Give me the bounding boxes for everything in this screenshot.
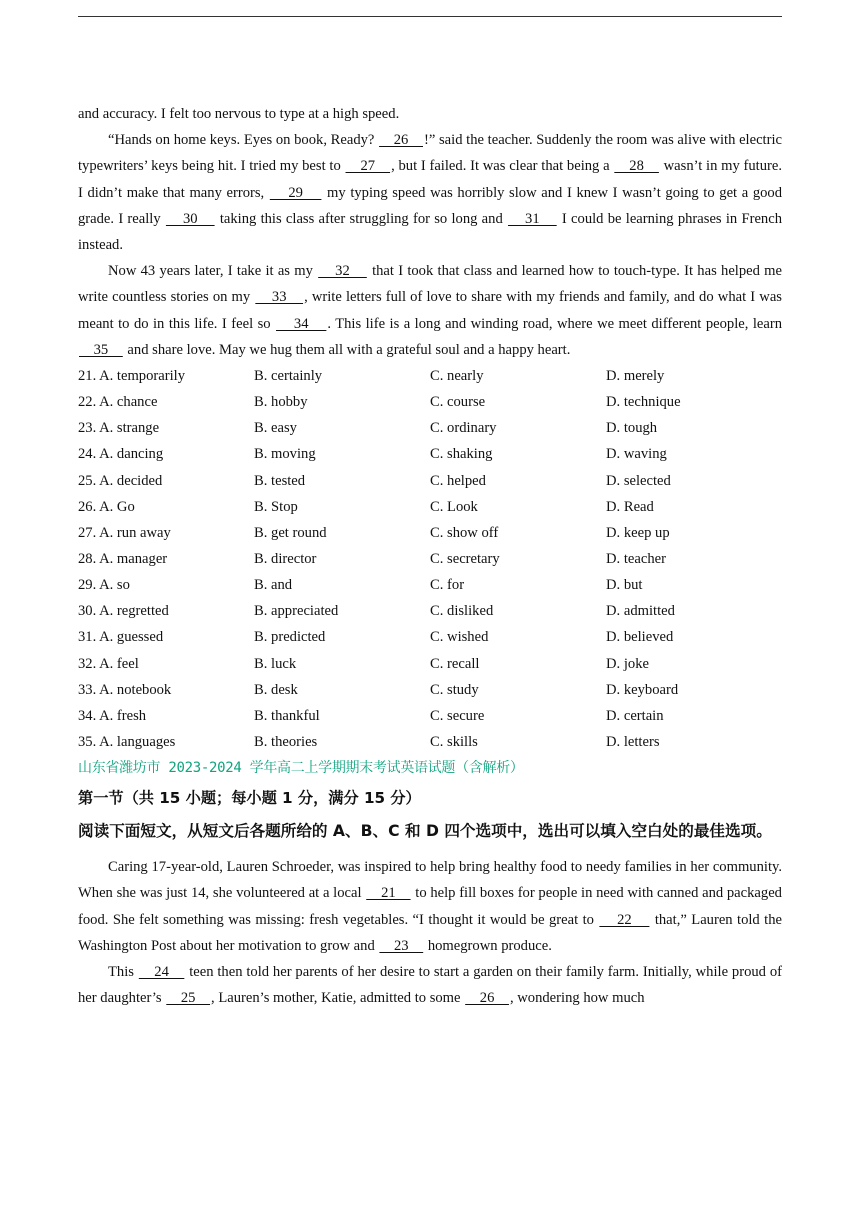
document-page <box>78 101 782 1011</box>
option-choice: 26. A. Go <box>78 498 135 515</box>
answer-blank: 26 <box>465 990 509 1007</box>
answer-blank: 28 <box>614 158 659 175</box>
option-choice: D. tough <box>606 420 658 437</box>
option-choice: D. keyboard <box>606 681 679 698</box>
instructions: 阅读下面短文，从短文后各题所给的 A、B、C 和 D 四个选项中，选出可以填入空白处的最佳选项。 <box>78 822 772 841</box>
option-choice: 24. A. dancing <box>78 446 164 463</box>
answer-blank: 27 <box>345 158 391 175</box>
section-heading: 第一节（共 15 小题；每小题 1 分，满分 15 分） <box>78 789 421 808</box>
answer-blank: 26 <box>379 132 423 149</box>
option-choice: B. tested <box>254 472 306 489</box>
option-choice: 33. A. notebook <box>78 681 172 698</box>
option-choice: D. selected <box>606 472 671 489</box>
source-title: 山东省潍坊市 2023-2024 学年高二上学期期末考试英语试题（含解析） <box>78 760 524 777</box>
answer-blank: 23 <box>379 937 424 954</box>
passage1-paragraph-2: Now 43 years later, I take it as my 32 that I took that class and learned how to touch-type. It has helped me write countless stories on my 33 , write letters full of love to share with my friends and family, and do what I was meant to do in this life. I feel so 34 . This life is a long and winding road, where we meet different people, learn 35 and share love. May we hug them all with a grateful soul and a happy heart. <box>78 263 783 358</box>
answer-blank: 34 <box>276 315 327 332</box>
option-choice: C. study <box>430 681 479 698</box>
option-choice: 23. A. strange <box>78 420 160 437</box>
option-choice: D. letters <box>606 734 660 750</box>
option-choice: B. hobby <box>254 394 308 411</box>
option-choice: B. predicted <box>254 629 326 646</box>
option-row <box>78 415 782 441</box>
option-choice: C. recall <box>430 655 480 672</box>
options-list <box>78 363 782 755</box>
option-choice: B. director <box>254 551 317 568</box>
option-choice: 28. A. manager <box>78 551 168 568</box>
option-choice: 29. A. so <box>78 577 130 594</box>
option-choice: B. desk <box>254 681 298 698</box>
answer-blank: 25 <box>166 990 211 1007</box>
option-choice: B. get round <box>254 524 327 541</box>
option-choice: B. Stop <box>254 498 298 515</box>
option-choice: B. theories <box>254 734 318 750</box>
option-choice: C. ordinary <box>430 420 497 437</box>
option-row <box>78 624 782 650</box>
option-choice: B. easy <box>254 420 297 437</box>
option-choice: 25. A. decided <box>78 472 163 489</box>
option-choice: C. for <box>430 577 465 594</box>
answer-blank: 30 <box>165 210 215 227</box>
option-choice: D. waving <box>606 446 667 463</box>
option-choice: C. show off <box>430 524 499 541</box>
option-choice: 35. A. languages <box>78 734 176 750</box>
option-choice: D. admitted <box>606 603 675 620</box>
option-choice: D. merely <box>606 368 665 385</box>
header-rule <box>78 16 782 17</box>
passage1-paragraph-1: “Hands on home keys. Eyes on book, Ready? 26 !” said the teacher. Suddenly the room was alive with electric typewriters’ keys being hit. I tried my best to 27 , but I failed. It was clear that being a 28 wasn’t in my future. I didn’t make that many errors, 29 my typing speed was horribly slow and I knew I wasn’t going to get a good grade. I really 30 taking this class after struggling for so long and 31 I could be learning phrases in French instead. <box>78 132 783 254</box>
answer-blank: 29 <box>269 184 322 201</box>
option-row <box>78 494 782 520</box>
option-choice: C. helped <box>430 472 486 489</box>
option-choice: C. shaking <box>430 446 493 463</box>
answer-blank: 31 <box>508 210 557 227</box>
option-choice: B. certainly <box>254 368 323 385</box>
option-choice: C. skills <box>430 734 478 750</box>
option-row <box>78 729 782 755</box>
option-choice: D. joke <box>606 655 649 672</box>
passage1-line0: and accuracy. I felt too nervous to type at a high speed. <box>78 106 400 122</box>
option-choice: C. secure <box>430 707 485 724</box>
option-choice: D. Read <box>606 498 654 515</box>
option-choice: C. secretary <box>430 551 500 568</box>
option-choice: 30. A. regretted <box>78 603 169 620</box>
option-choice: C. disliked <box>430 603 494 620</box>
option-row <box>78 677 782 703</box>
option-row <box>78 363 782 389</box>
answer-blank: 35 <box>79 341 123 358</box>
option-choice: C. Look <box>430 498 478 515</box>
option-choice: 32. A. feel <box>78 655 139 672</box>
option-choice: 27. A. run away <box>78 524 171 541</box>
passage2-paragraph-2: This 24 teen then told her parents of her desire to start a garden on their family farm. Initially, while proud of her daughter’s 25 , Lauren’s mother, Katie, admitted to some 26 , wondering how much <box>78 963 782 1007</box>
option-choice: B. luck <box>254 655 297 672</box>
passage2-paragraph-1: Caring 17-year-old, Lauren Schroeder, was inspired to help bring healthy food to needy families in her community. When she was just 14, she volunteered at a local 21 to help fill boxes for people in need with canned and packaged food. She felt something was missing: fresh vegetables. “I thought it would be great to 22 that,” Lauren told the Washington Post about her motivation to grow and 23 homegrown produce. <box>78 859 782 954</box>
option-choice: D. certain <box>606 707 664 724</box>
answer-blank: 22 <box>599 911 650 928</box>
answer-blank: 21 <box>366 885 411 902</box>
option-choice: 31. A. guessed <box>78 629 164 646</box>
option-row <box>78 546 782 572</box>
answer-blank: 32 <box>318 263 367 280</box>
option-choice: C. nearly <box>430 368 484 385</box>
option-row <box>78 389 782 415</box>
option-row <box>78 651 782 677</box>
option-choice: 34. A. fresh <box>78 707 147 724</box>
option-choice: 22. A. chance <box>78 394 158 411</box>
option-choice: C. course <box>430 394 486 411</box>
option-choice: B. and <box>254 577 293 594</box>
answer-blank: 33 <box>255 289 304 306</box>
option-choice: B. moving <box>254 446 316 463</box>
option-row <box>78 441 782 467</box>
option-choice: D. technique <box>606 394 681 411</box>
option-choice: D. but <box>606 577 643 594</box>
option-choice: B. thankful <box>254 707 320 724</box>
option-choice: D. keep up <box>606 524 670 541</box>
option-row <box>78 468 782 494</box>
option-choice: D. teacher <box>606 551 666 568</box>
answer-blank: 24 <box>138 963 185 980</box>
option-row <box>78 703 782 729</box>
option-choice: B. appreciated <box>254 603 339 620</box>
option-row <box>78 598 782 624</box>
option-choice: 21. A. temporarily <box>78 368 186 385</box>
option-row <box>78 520 782 546</box>
option-choice: D. believed <box>606 629 674 646</box>
option-choice: C. wished <box>430 629 489 646</box>
option-row <box>78 572 782 598</box>
